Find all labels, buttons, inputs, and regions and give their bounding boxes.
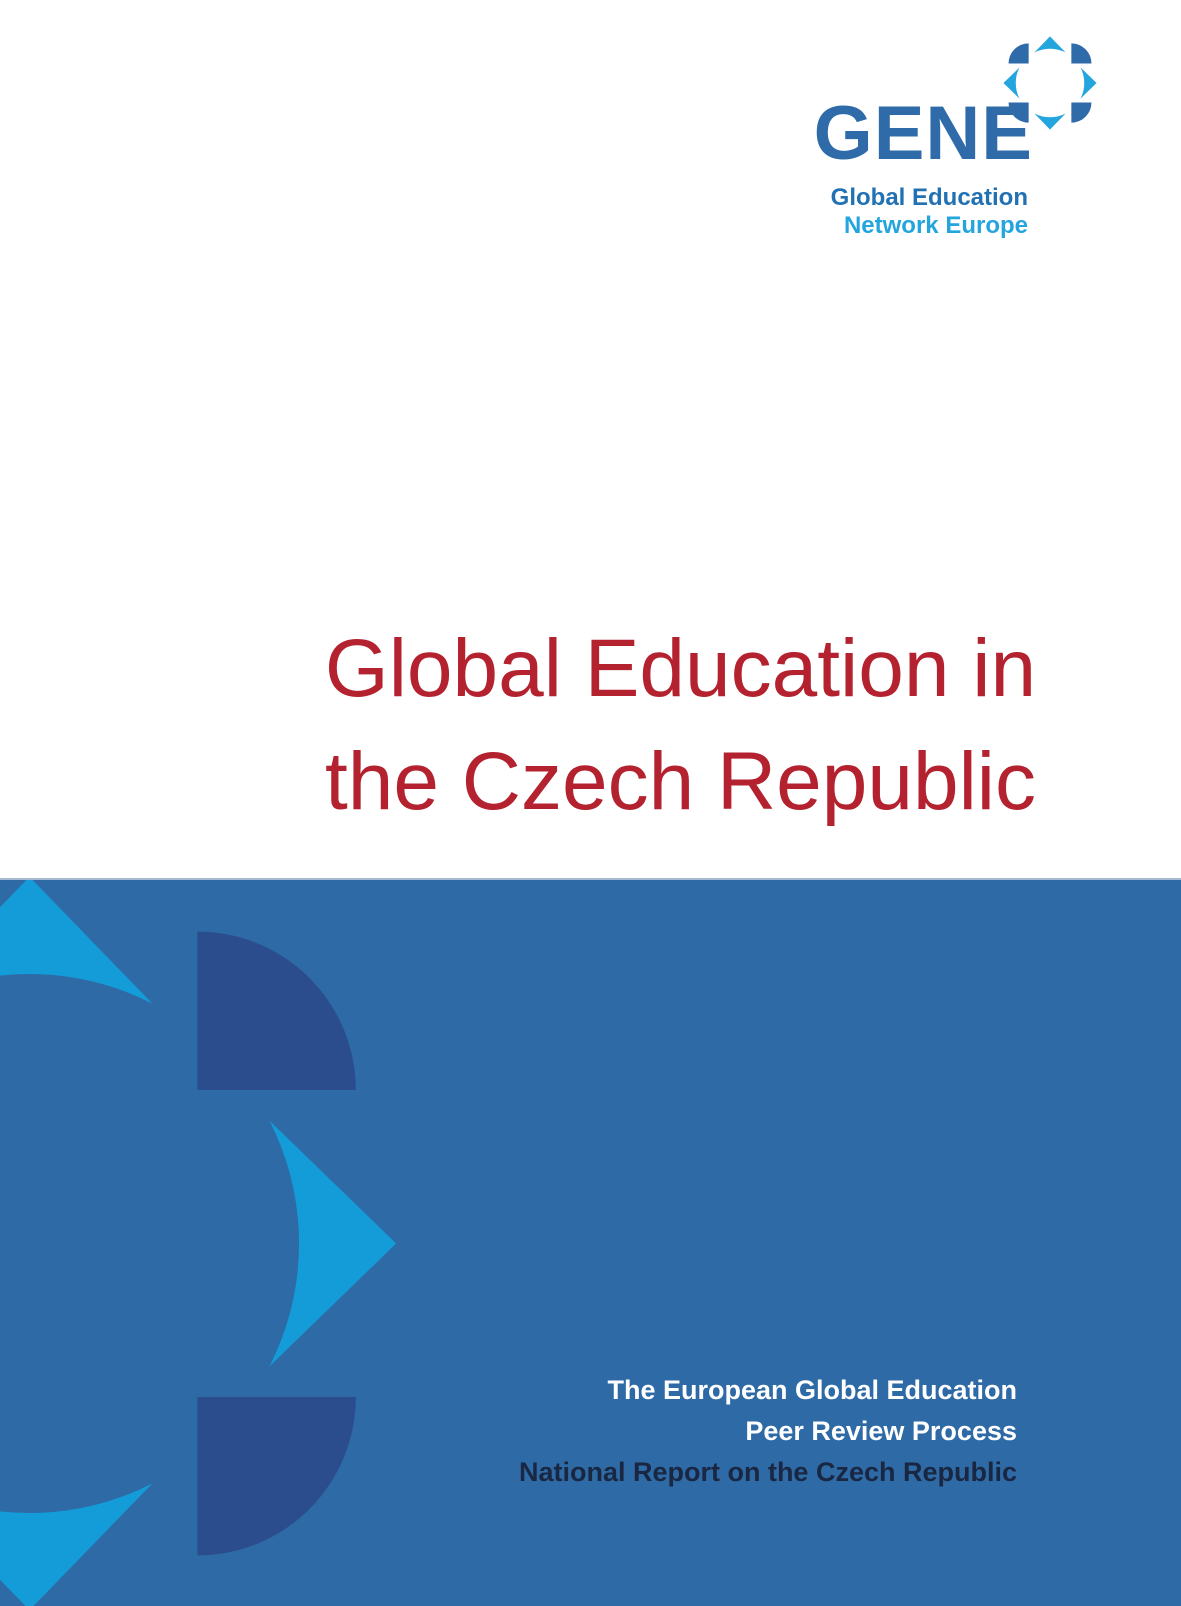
- footer-line3: National Report on the Czech Republic: [518, 1457, 1017, 1487]
- cover-band: [0, 878, 1181, 1606]
- cover-title-line2: the Czech Republic: [324, 736, 1037, 827]
- footer-text-block: [519, 1370, 1017, 1493]
- gene-wordmark: GENE: [813, 91, 1033, 176]
- gene-tagline-line2: Network Europe: [843, 212, 1028, 239]
- cover-title: [180, 612, 1181, 838]
- gene-circle-motif-icon: [0, 878, 423, 1606]
- footer-line2: Peer Review Process: [745, 1416, 1017, 1446]
- cover-title-line1: Global Education in: [324, 623, 1037, 714]
- footer-line1: The European Global Education: [607, 1375, 1017, 1405]
- gene-tagline-line1: Global Education: [830, 184, 1028, 211]
- gene-tagline: [831, 184, 1028, 240]
